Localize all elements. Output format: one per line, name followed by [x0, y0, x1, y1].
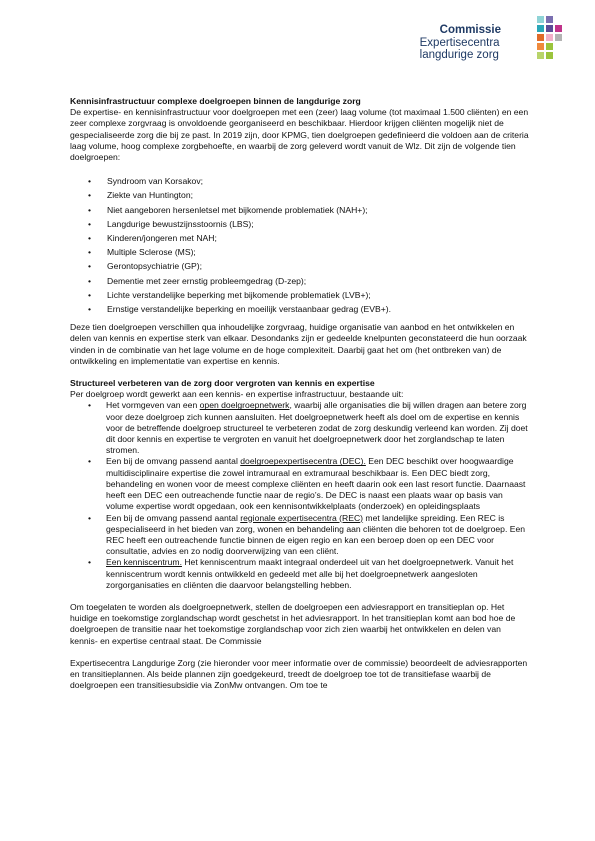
list-item — [70, 456, 530, 512]
document-body — [70, 96, 530, 691]
logo-square — [546, 52, 553, 59]
paragraph: Om toegelaten te worden als doelgroepnetwerk, stellen de doelgroepen een adviesrapport en transitieplan op. Het huidige en toekomstige zorglandschap wordt geschetst in het adviesrapport. In het transitieplan komt aan bod hoe de doelgroepen de transitie naar het toekomstige zorglandschap voor zich zien waarbij het ontwikkelen en delen van kennis- en expertise centraal staat. De Commissie — [70, 601, 516, 646]
paragraph: De expertise- en kennisinfrastructuur voor doelgroepen met een (zeer) laag volume (tot maximaal 1.500 cliënten) en een zeer complexe zorgvraag is onvoldoende georganiseerd en beschikbaar. Hierdoor krijgen cliënten mogelijk niet de gespecialiseerde zorg die bij ze past. In 2019 zijn, door KPMG, tien doelgroepen gedefinieerd die voldoen aan de criteria laag volume, hoog complexe zorgbehoefte, en waarbij de zorg geleverd wordt vanuit de Wlz. Dit zijn de volgende tien doelgroepen: — [70, 107, 529, 163]
logo-line-3: langdurige zorg — [419, 49, 499, 61]
logo-square — [555, 34, 562, 41]
item-text: Het vormgeven van een — [106, 400, 200, 411]
logo-square — [537, 52, 544, 59]
item-text: , waarbij alle organisaties die bij willen dragen aan betere zorg voor deze doelgroep zich kunnen aansluiten. Het doelgroepnetwerk heeft als doel om de expertise en kennis voor de betreffende doelgroep structureel te verbeteren zodat de zorg deskundig verleend kan worden. Zij doet dit door kennis en expertise te vergroten en vanuit het doelgroepnetwerk door het zorglandschap te laten stromen. — [106, 400, 528, 456]
item-text: Het kenniscentrum maakt integraal onderdeel uit van het doelgroepnetwerk. Vanuit het kenniscentrum wordt kennis ontwikkeld en gedeeld met alle bij het doelgroepnetwerk aangesloten zorgorganisaties en cliënten die daarvoor belangstelling hebben. — [106, 557, 514, 590]
item-text: Een bij de omvang passend aantal — [106, 456, 241, 467]
item-term: open doelgroepnetwerk — [199, 400, 290, 411]
logo-square — [555, 25, 562, 32]
logo-square — [537, 16, 544, 23]
target-group-list — [70, 174, 530, 316]
logo-line-2: Expertisecentra — [419, 36, 500, 49]
item-text: Een bij de omvang passend aantal — [106, 512, 241, 523]
list-item: • Kinderen/jongeren met NAH; — [70, 231, 530, 245]
item-text: Een DEC beschikt over hoogwaardige multidisciplinaire expertise die zowel intramuraal en extramuraal beschikbaar is. Een DEC biedt zorg, behandeling en wonen voor de meest complexe cliënten en heeft daarin ook een last resort functie. Daarnaast heeft een DEC een outreachende functie naar de regio’s. De DEC is naast een plaats waar op basis van volume expertise wordt opgedaan, ook een kennisontwikkelplaats (onderzoek) en opleidingsplaats — [106, 456, 526, 512]
list-item — [70, 513, 530, 558]
item-term: doelgroepexpertisecentra (DEC). — [240, 456, 366, 467]
item-text: met landelijke spreiding. Een REC is gespecialiseerd in het bieden van zorg, wonen en behandeling aan cliënten die behoren tot de doelgroep. Een REC heeft een outreachende functie binnen de eigen regio en kan een beroep doen op een DEC voor consultatie, advies en zo nodig doorverwijzing van een cliënt. — [106, 512, 526, 557]
logo-square — [537, 25, 544, 32]
list-item: • Gerontopsychiatrie (GP); — [70, 259, 530, 273]
logo-square — [546, 34, 553, 41]
item-term: regionale expertisecentra (REC) — [240, 512, 364, 523]
list-item — [70, 557, 530, 591]
list-item: • Syndroom van Korsakov; — [70, 174, 530, 188]
list-item: • Ziekte van Huntington; — [70, 188, 530, 202]
logo-square — [546, 43, 553, 50]
section-heading: Structureel verbeteren van de zorg door vergroten van kennis en expertise — [70, 378, 375, 389]
paragraph: Per doelgroep wordt gewerkt aan een kennis- en expertise infrastructuur, bestaande uit: — [70, 389, 404, 400]
list-item: • Langdurige bewustzijnsstoornis (LBS); — [70, 217, 530, 231]
infrastructure-list — [70, 400, 530, 590]
logo-square — [537, 34, 544, 41]
item-term: Een kenniscentrum. — [106, 557, 182, 568]
list-item: • Lichte verstandelijke beperking met bijkomende problematiek (LVB+); — [70, 288, 530, 302]
logo-square — [546, 25, 553, 32]
logo-squares — [533, 16, 573, 72]
logo-square — [546, 16, 553, 23]
logo — [420, 24, 501, 62]
paragraph: Expertisecentra Langdurige Zorg (zie hieronder voor meer informatie over de commissie) beoordeelt de adviesrapporten en transitieplannen. Als beide plannen zijn goedgekeurd, treedt de doelgroep toe tot de transitiefase waarbij de doelgroepen een transitiesubsidie via ZonMw ontvangen. Om toe te — [70, 657, 528, 691]
list-item: • Dementie met zeer ernstig probleemgedrag (D-zep); — [70, 274, 530, 288]
list-item: • Multiple Sclerose (MS); — [70, 245, 530, 259]
section-heading: Kennisinfrastructuur complexe doelgroepen binnen de langdurige zorg — [70, 96, 361, 106]
list-item: • Niet aangeboren hersenletsel met bijkomende problematiek (NAH+); — [70, 203, 530, 217]
list-item: • Ernstige verstandelijke beperking en moeilijk verstaanbaar gedrag (EVB+). — [70, 302, 530, 316]
logo-line-1: Commissie — [439, 24, 501, 36]
paragraph: Deze tien doelgroepen verschillen qua inhoudelijke zorgvraag, huidige organisatie van aanbod en het ontwikkelen en delen van kennis en expertise sterk van elkaar. Desondanks zijn er gedeelde knelpunten geconstateerd die hun oorzaak vinden in de combinatie van het lage volume en de hoge complexiteit. Daarbij gaat het om (het ontbreken van) de ontwikkeling en implementatie van expertise en kennis. — [70, 322, 527, 366]
list-item — [70, 400, 530, 456]
logo-square — [537, 43, 544, 50]
